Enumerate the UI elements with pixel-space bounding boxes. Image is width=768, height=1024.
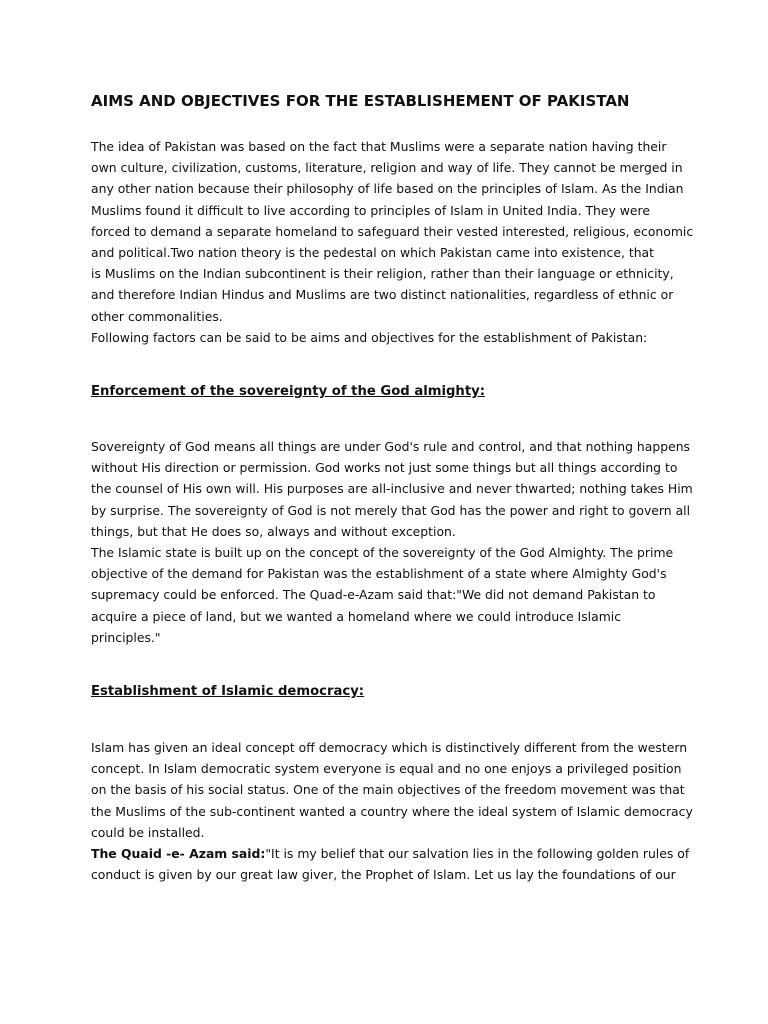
text-line: without His direction or permission. God works not just some things but all things according to bbox=[91, 460, 678, 476]
text-line: principles." bbox=[91, 629, 161, 645]
text-line: and political.Two nation theory is the pedestal on which Pakistan came into existence, that bbox=[91, 245, 654, 261]
text-line: things, but that He does so, always and without exception. bbox=[91, 523, 456, 539]
text-line: on the basis of his social status. One of the main objectives of the freedom movement was that bbox=[91, 782, 685, 798]
section-heading-democracy: Establishment of Islamic democracy: bbox=[91, 684, 365, 699]
text-line: Muslims found it difficult to live according to principles of Islam in United India. They were bbox=[91, 202, 650, 218]
document-title: AIMS AND OBJECTIVES FOR THE ESTABLISHEMENT OF PAKISTAN bbox=[91, 92, 630, 110]
text-line: Following factors can be said to be aims and objectives for the establishment of Pakistan: bbox=[91, 329, 648, 345]
section-heading-sovereignty: Enforcement of the sovereignty of the God almighty: bbox=[91, 384, 485, 399]
text-line: other commonalities. bbox=[91, 308, 223, 324]
text-line: acquire a piece of land, but we wanted a homeland where we could introduce Islamic bbox=[91, 608, 622, 624]
text-line: own culture, civilization, customs, literature, religion and way of life. They cannot be merged in bbox=[91, 160, 683, 176]
text-line: the Muslims of the sub-continent wanted a country where the ideal system of Islamic democracy bbox=[91, 803, 693, 819]
text-line: forced to demand a separate homeland to safeguard their vested interested, religious, economic bbox=[91, 223, 694, 239]
text-line: conduct is given by our great law giver, the Prophet of Islam. Let us lay the foundations of our bbox=[91, 867, 676, 883]
text-line: by surprise. The sovereignty of God is not merely that God has the power and right to govern all bbox=[91, 502, 691, 518]
text-line: is Muslims on the Indian subcontinent is their religion, rather than their language or ethnicity, bbox=[91, 266, 674, 282]
sovereignty-paragraph bbox=[91, 436, 691, 648]
text-line: The Islamic state is built up on the concept of the sovereignty of the God Almighty. The prime bbox=[91, 545, 674, 561]
text-line: concept. In Islam democratic system everyone is equal and no one enjoys a privileged position bbox=[91, 761, 682, 777]
text-line: The idea of Pakistan was based on the fact that Muslims were a separate nation having their bbox=[91, 139, 667, 154]
intro-paragraph bbox=[91, 136, 694, 348]
text-line: supremacy could be enforced. The Quad-e-Azam said that:"We did not demand Pakistan to bbox=[91, 587, 656, 603]
quote-text: "It is my belief that our salvation lies in the following golden rules of bbox=[265, 846, 690, 862]
text-line: Sovereignty of God means all things are under God's rule and control, and that nothing happens bbox=[91, 439, 691, 454]
quote-line bbox=[91, 843, 691, 864]
text-line: objective of the demand for Pakistan was the establishment of a state where Almighty God's bbox=[91, 566, 667, 582]
text-line: any other nation because their philosophy of life based on the principles of Islam. As the Indian bbox=[91, 181, 684, 197]
quote-speaker-label: The Quaid -e- Azam said: bbox=[91, 846, 266, 862]
text-line: Islam has given an ideal concept off democracy which is distinctively different from the western bbox=[91, 740, 688, 755]
text-line: could be installed. bbox=[91, 824, 205, 840]
democracy-paragraph bbox=[91, 737, 691, 885]
text-line: and therefore Indian Hindus and Muslims are two distinct nationalities, regardless of ethnic or bbox=[91, 287, 674, 303]
text-line: the counsel of His own will. His purposes are all-inclusive and never thwarted; nothing takes Him bbox=[91, 481, 693, 497]
